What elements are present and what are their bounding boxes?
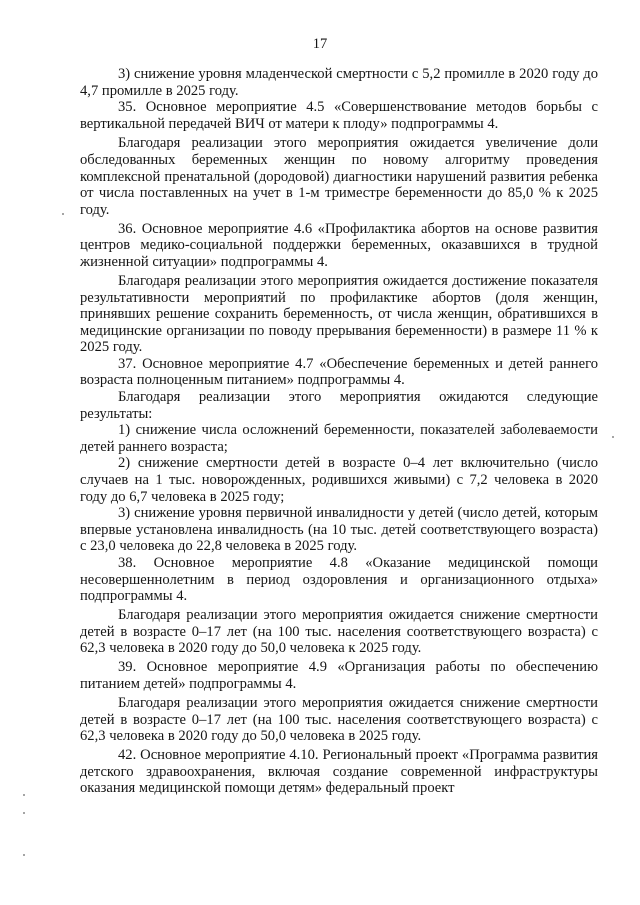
paragraph-measure-4-10: 42. Основное мероприятие 4.10. Региональный проект «Программа развития детского здравоохранения, включая создание современной инфраструктуры оказания медицинской помощи детям» федеральный проект: [80, 747, 598, 797]
paragraph-measure-4-5: 35. Основное мероприятие 4.5 «Совершенствование методов борьбы с вертикальной передачей ВИЧ от матери к плоду» подпрограммы 4.: [80, 99, 598, 132]
paragraph-measure-4-5-result: Благодаря реализации этого мероприятия ожидается увеличение доли обследованных беременных женщин по новому алгоритму проведения комплексной пренатальной (дородовой) диагностики нарушений развития ребенка от числа поставленных на учет в 1-м триместре беременности до 85,0 % к 2025 году.: [80, 135, 598, 218]
scan-speck: [23, 794, 25, 796]
paragraph-measure-4-7: 37. Основное мероприятие 4.7 «Обеспечение беременных и детей раннего возраста полноценным питанием» подпрограммы 4.: [80, 355, 598, 389]
paragraph-measure-4-7-intro: Благодаря реализации этого мероприятия ожидаются следующие результаты:: [80, 389, 598, 422]
page-number: 17: [312, 36, 328, 52]
result-item-1: 1) снижение числа осложнений беременности, показателей заболеваемости детей раннего возраста;: [80, 422, 598, 455]
document-body: [80, 66, 598, 797]
paragraph-measure-4-6: 36. Основное мероприятие 4.6 «Профилактика абортов на основе развития центров медико-социальной поддержки беременных, оказавшихся в трудной жизненной ситуации» подпрограммы 4.: [80, 220, 598, 270]
scan-speck: [23, 812, 25, 814]
scan-speck: [62, 213, 64, 215]
paragraph-measure-4-8: 38. Основное мероприятие 4.8 «Оказание медицинской помощи несовершеннолетним в период оздоровления и организационного отдыха» подпрограммы 4.: [80, 555, 598, 605]
paragraph-measure-4-9: 39. Основное мероприятие 4.9 «Организация работы по обеспечению питанием детей» подпрограммы 4.: [80, 659, 598, 692]
paragraph-measure-4-9-result: Благодаря реализации этого мероприятия ожидается снижение смертности детей в возрасте 0–17 лет (на 100 тыс. населения соответствующего возраста) с 62,3 человека в 2020 году до 50,0 человека в 2025 году.: [80, 694, 598, 745]
result-item-3: 3) снижение уровня первичной инвалидности у детей (число детей, которым впервые установлена инвалидность (на 10 тыс. детей соответствующего возраста) с 23,0 человека до 22,8 человека в 2025 году.: [80, 505, 598, 555]
paragraph-infant-mortality: 3) снижение уровня младенческой смертности с 5,2 промилле в 2020 году до 4,7 промилле в 2025 году.: [80, 66, 598, 99]
paragraph-measure-4-6-result: Благодаря реализации этого мероприятия ожидается достижение показателя результативности мероприятий по профилактике абортов (доля женщин, принявших решение сохранить беременность, от числа женщин, обратившихся в медицинские организации по поводу прерывания беременности) в размере 11 % к 2025 году.: [80, 272, 598, 356]
scan-speck: [23, 854, 25, 856]
scan-speck: [612, 436, 614, 438]
paragraph-measure-4-8-result: Благодаря реализации этого мероприятия ожидается снижение смертности детей в возрасте 0–17 лет (на 100 тыс. населения соответствующего возраста) с 62,3 человека в 2020 году до 50,0 человека к 2025 году.: [80, 607, 598, 657]
result-item-2: 2) снижение смертности детей в возрасте 0–4 лет включительно (число случаев на 1 тыс. новорожденных, родившихся живыми) с 7,2 человека в 2020 году до 6,7 человека в 2025 году;: [80, 455, 598, 505]
